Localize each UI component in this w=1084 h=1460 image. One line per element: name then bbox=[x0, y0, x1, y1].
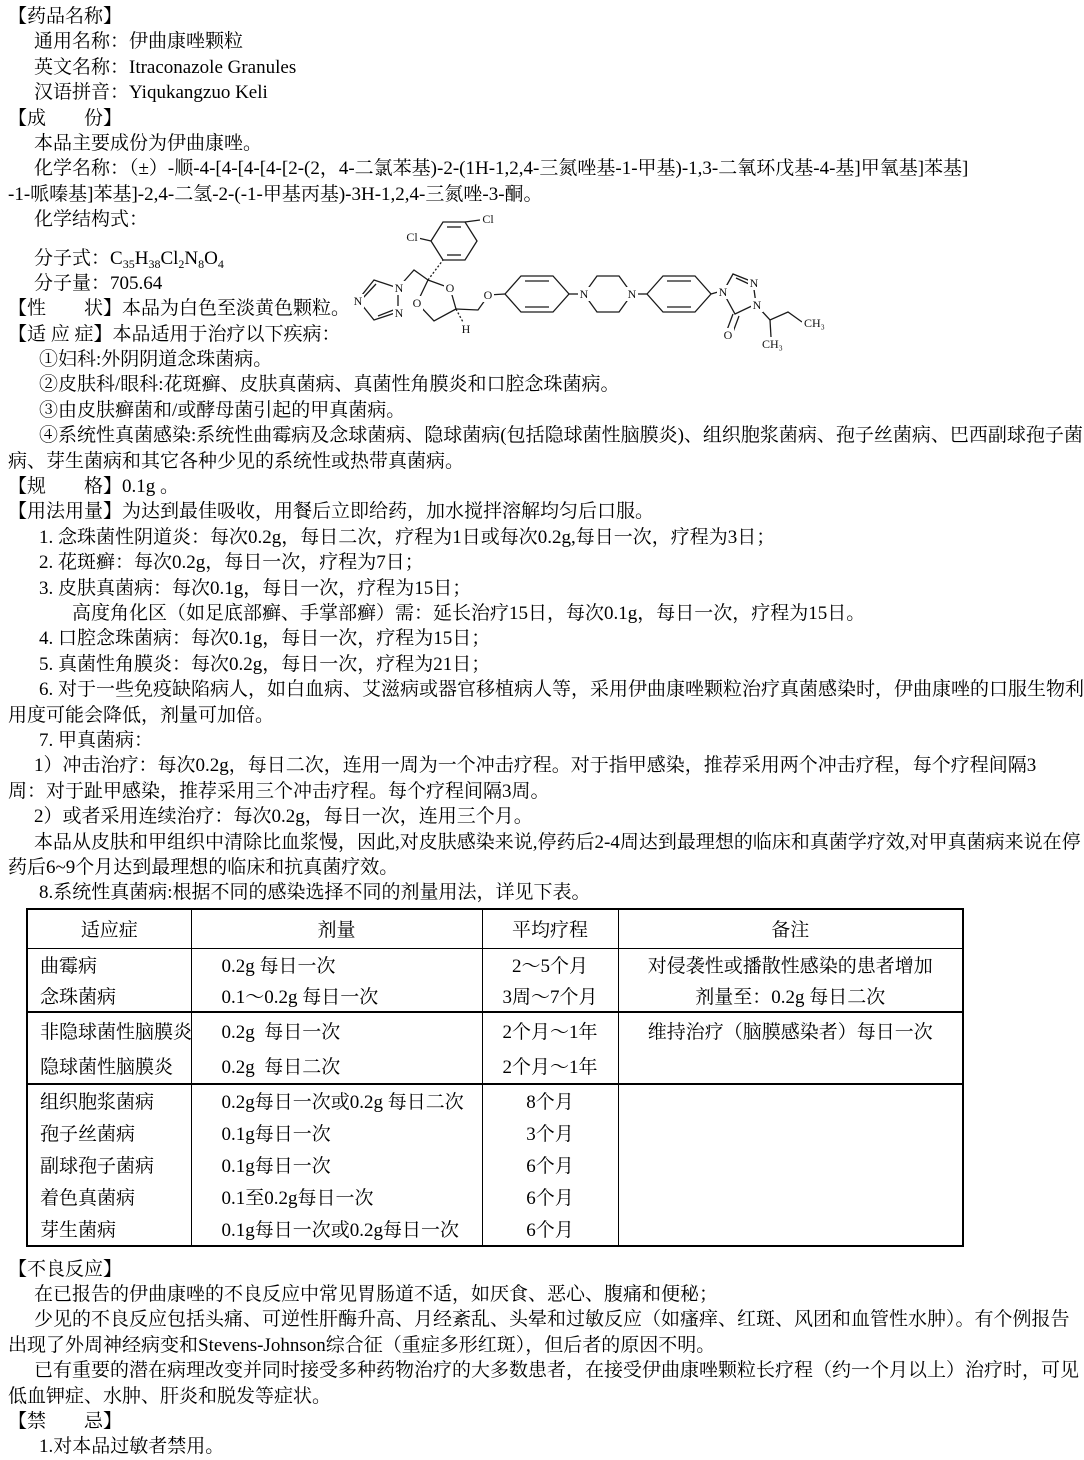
cell-note: 剂量至：0.2g 每日二次 bbox=[618, 980, 963, 1012]
col-header-note: 备注 bbox=[618, 909, 963, 949]
text-line: 汉语拼音：Yiqukangzuo Keli bbox=[34, 82, 268, 104]
cell-dosage: 0.1g每日一次或0.2g每日一次 bbox=[191, 1213, 482, 1246]
cell-note: 维持治疗（脑膜感染者）每日一次 bbox=[618, 1012, 963, 1048]
table-row bbox=[27, 1149, 963, 1181]
table-row bbox=[27, 1213, 963, 1246]
text-line: ②皮肤科/眼科:花斑癣、皮肤真菌病、真菌性角膜炎和口腔念珠菌病。 bbox=[39, 374, 620, 396]
text-line: 2. 花斑癣：每次0.2g，每日一次，疗程为7日； bbox=[39, 552, 424, 574]
cell-note bbox=[618, 1149, 963, 1181]
atom-label-n: N bbox=[353, 294, 363, 308]
text-line: ③由皮肤癣菌和/或酵母菌引起的甲真菌病。 bbox=[39, 399, 406, 421]
text-line: 低血钾症、水肿、肝炎和脱发等症状。 bbox=[8, 1385, 332, 1407]
text-line: 5. 真菌性角膜炎：每次0.2g，每日一次，疗程为21日； bbox=[39, 653, 491, 675]
atom-label-n: N bbox=[752, 298, 762, 312]
molecular-formula-line: 分子式：$C_{35}H_{38}Cl_2N_8O_4$ bbox=[34, 247, 224, 271]
cell-duration: 3周～7个月 bbox=[482, 980, 618, 1012]
section-adverse-reactions: 【不良反应】 bbox=[8, 1258, 123, 1280]
cell-indication: 孢子丝菌病 bbox=[27, 1117, 191, 1149]
table-row bbox=[27, 1084, 963, 1117]
atom-label-n: N bbox=[718, 285, 728, 299]
systemic-dosage-table bbox=[26, 908, 964, 1247]
text-line: 本品主要成份为伊曲康唑。 bbox=[34, 132, 263, 154]
section-specification: 【规 格】0.1g 。 bbox=[8, 476, 180, 498]
atom-label-n: N bbox=[579, 287, 589, 301]
table-row bbox=[27, 980, 963, 1012]
cell-indication: 组织胞浆菌病 bbox=[27, 1084, 191, 1117]
cell-dosage: 0.2g 每日二次 bbox=[191, 1048, 482, 1084]
formula-subscript: 38 bbox=[148, 256, 161, 271]
cell-duration: 2～5个月 bbox=[482, 948, 618, 980]
text-line: 1.对本品过敏者禁用。 bbox=[39, 1436, 225, 1458]
cell-duration: 2个月～1年 bbox=[482, 1048, 618, 1084]
table-row bbox=[27, 1048, 963, 1084]
formula-subscript: 8 bbox=[198, 256, 205, 271]
table-row bbox=[27, 1012, 963, 1048]
table-row bbox=[27, 1117, 963, 1149]
table-row bbox=[27, 948, 963, 980]
text-line: -1-哌嗪基]苯基]-2,4-二氢-2-(-1-甲基丙基)-3H-1,2,4-三氮唑-3-酮。 bbox=[8, 183, 543, 205]
cell-note bbox=[618, 1213, 963, 1246]
text-line: 在已报告的伊曲康唑的不良反应中常见胃肠道不适，如厌食、恶心、腹痛和便秘； bbox=[34, 1284, 719, 1306]
text-line: 周：对于趾甲感染，推荐采用三个冲击疗程。每个疗程间隔3周。 bbox=[8, 780, 550, 802]
cell-duration: 3个月 bbox=[482, 1117, 618, 1149]
section-contraindications: 【禁 忌】 bbox=[8, 1411, 123, 1433]
cell-duration: 8个月 bbox=[482, 1084, 618, 1117]
cell-note bbox=[618, 1117, 963, 1149]
cell-indication: 着色真菌病 bbox=[27, 1181, 191, 1213]
text-line: 分子量：705.64 bbox=[34, 272, 163, 294]
text-line: 高度角化区（如足底部癣、手掌部癣）需：延长治疗15日，每次0.1g，每日一次，疗程为15日。 bbox=[72, 602, 866, 624]
section-composition: 【成 份】 bbox=[8, 107, 123, 129]
text-line: 2）或者采用连续治疗：每次0.2g，每日一次，连用三个月。 bbox=[34, 806, 533, 828]
formula-subscript: 2 bbox=[178, 256, 185, 271]
text-line: 药后6~9个月达到最理想的临床和抗真菌疗效。 bbox=[8, 856, 399, 878]
table-group-1 bbox=[27, 948, 963, 1012]
cell-note: 对侵袭性或播散性感染的患者增加 bbox=[618, 948, 963, 980]
section-properties: 【性 状】本品为白色至淡黄色颗粒。 bbox=[8, 298, 351, 320]
atom-label-o: O bbox=[412, 296, 422, 310]
atom-label-o: O bbox=[445, 281, 455, 295]
cell-indication: 隐球菌性脑膜炎 bbox=[27, 1048, 191, 1084]
cell-indication: 非隐球菌性脑膜炎 bbox=[27, 1012, 191, 1048]
col-header-duration: 平均疗程 bbox=[482, 909, 618, 949]
atom-label-ch3: CH₃ bbox=[804, 316, 825, 330]
cell-duration: 6个月 bbox=[482, 1213, 618, 1246]
table-header-row bbox=[27, 909, 963, 949]
cell-dosage: 0.2g 每日一次 bbox=[191, 948, 482, 980]
table-group-2 bbox=[27, 1012, 963, 1084]
atom-label-cl: Cl bbox=[482, 212, 494, 226]
text-line: 8.系统性真菌病:根据不同的感染选择不同的剂量用法，详见下表。 bbox=[39, 882, 591, 904]
cell-dosage: 0.1g每日一次 bbox=[191, 1149, 482, 1181]
text-line: 本品从皮肤和甲组织中清除比血浆慢，因此,对皮肤感染来说,停药后2-4周达到最理想的临床和真菌学疗效,对甲真菌病来说在停 bbox=[34, 831, 1081, 853]
cell-indication: 曲霉病 bbox=[27, 948, 191, 980]
cell-indication: 芽生菌病 bbox=[27, 1213, 191, 1246]
text-line: 少见的不良反应包括头痛、可逆性肝酶升高、月经紊乱、头晕和过敏反应（如瘙痒、红斑、风团和血管性水肿）。有个例报告 bbox=[34, 1309, 1070, 1331]
text-line: 1. 念珠菌性阴道炎：每次0.2g，每日二次，疗程为1日或每次0.2g,每日一次，疗程为3日； bbox=[39, 526, 776, 548]
atom-label-ch3: CH₃ bbox=[762, 337, 783, 351]
cell-dosage: 0.1～0.2g 每日一次 bbox=[191, 980, 482, 1012]
text-line: 3. 皮肤真菌病：每次0.1g，每日一次，疗程为15日； bbox=[39, 577, 472, 599]
col-header-indication: 适应症 bbox=[27, 909, 191, 949]
text-line: 病、芽生菌病和其它各种少见的系统性或热带真菌病。 bbox=[8, 450, 465, 472]
text-line: 化学名称：（±）-顺-4-[4-[4-[4-[2-(2，4-二氯苯基)-2-(1H-1,2,4-三氮唑基-1-甲基)-1,3-二氧环戊基-4-基]甲氧基]苯基] bbox=[34, 158, 969, 180]
text-line: 出现了外周神经病变和Stevens-Johnson综合征（重症多形红斑），但后者的原因不明。 bbox=[8, 1334, 716, 1356]
cell-note bbox=[618, 1181, 963, 1213]
chemical-structure-diagram bbox=[352, 210, 857, 360]
cell-dosage: 0.1至0.2g每日一次 bbox=[191, 1181, 482, 1213]
cell-dosage: 0.1g每日一次 bbox=[191, 1117, 482, 1149]
text-line: 英文名称：Itraconazole Granules bbox=[34, 56, 297, 78]
cell-duration: 2个月～1年 bbox=[482, 1012, 618, 1048]
itraconazole-structure-svg bbox=[352, 210, 857, 360]
table-row bbox=[27, 1181, 963, 1213]
text-line: ①妇科:外阴阴道念珠菌病。 bbox=[39, 349, 273, 371]
cell-note bbox=[618, 1084, 963, 1117]
text-line: 7. 甲真菌病： bbox=[39, 729, 154, 751]
formula-subscript: 4 bbox=[217, 256, 224, 271]
text-line: 6. 对于一些免疫缺陷病人，如白血病、艾滋病或器官移植病人等，采用伊曲康唑颗粒治疗真菌感染时，伊曲康唑的口服生物利 bbox=[39, 679, 1084, 701]
leaflet-text-bottom bbox=[8, 1257, 1080, 1460]
leaflet-text-top bbox=[8, 4, 1084, 906]
cell-duration: 6个月 bbox=[482, 1181, 618, 1213]
atom-label-n: N bbox=[394, 281, 404, 295]
text-line: ④系统性真菌感染:系统性曲霉病及念球菌病、隐球菌病(包括隐球菌性脑膜炎)、组织胞浆菌病、孢子丝菌病、巴西副球孢子菌 bbox=[39, 425, 1083, 447]
text-line: 已有重要的潜在病理改变并同时接受多种药物治疗的大多数患者，在接受伊曲康唑颗粒长疗程（约一个月以上）治疗时，可见 bbox=[34, 1360, 1080, 1382]
cell-dosage: 0.2g每日一次或0.2g 每日二次 bbox=[191, 1084, 482, 1117]
cell-note bbox=[618, 1048, 963, 1084]
atom-label-h: H bbox=[461, 322, 471, 336]
section-indications: 【适 应 症】本品适用于治疗以下疾病： bbox=[8, 323, 341, 345]
text-line: 1）冲击治疗：每次0.2g，每日二次，连用一周为一个冲击疗程。对于指甲感染，推荐采用两个冲击疗程，每个疗程间隔3 bbox=[34, 755, 1037, 777]
cell-indication: 副球孢子菌病 bbox=[27, 1149, 191, 1181]
atom-label-n: N bbox=[627, 287, 637, 301]
cell-dosage: 0.2g 每日一次 bbox=[191, 1012, 482, 1048]
atom-label-o: O bbox=[483, 288, 493, 302]
atom-label-n: N bbox=[749, 276, 759, 290]
cell-indication: 念珠菌病 bbox=[27, 980, 191, 1012]
text-line: 用度可能会降低，剂量可加倍。 bbox=[8, 704, 275, 726]
text-line: 化学结构式： bbox=[34, 209, 149, 231]
section-drug-name: 【药品名称】 bbox=[8, 6, 123, 27]
cell-duration: 6个月 bbox=[482, 1149, 618, 1181]
atom-label-o: O bbox=[723, 328, 733, 342]
text-line: 通用名称：伊曲康唑颗粒 bbox=[34, 31, 244, 53]
section-usage: 【用法用量】为达到最佳吸收，用餐后立即给药，加水搅拌溶解均匀后口服。 bbox=[8, 501, 655, 523]
atom-label-n: N bbox=[394, 306, 404, 320]
col-header-dosage: 剂量 bbox=[191, 909, 482, 949]
atom-label-cl: Cl bbox=[406, 230, 418, 244]
text-line: 4. 口腔念珠菌病：每次0.1g，每日一次，疗程为15日； bbox=[39, 628, 491, 650]
formula-subscript: 35 bbox=[122, 256, 135, 271]
table-group-3 bbox=[27, 1084, 963, 1246]
